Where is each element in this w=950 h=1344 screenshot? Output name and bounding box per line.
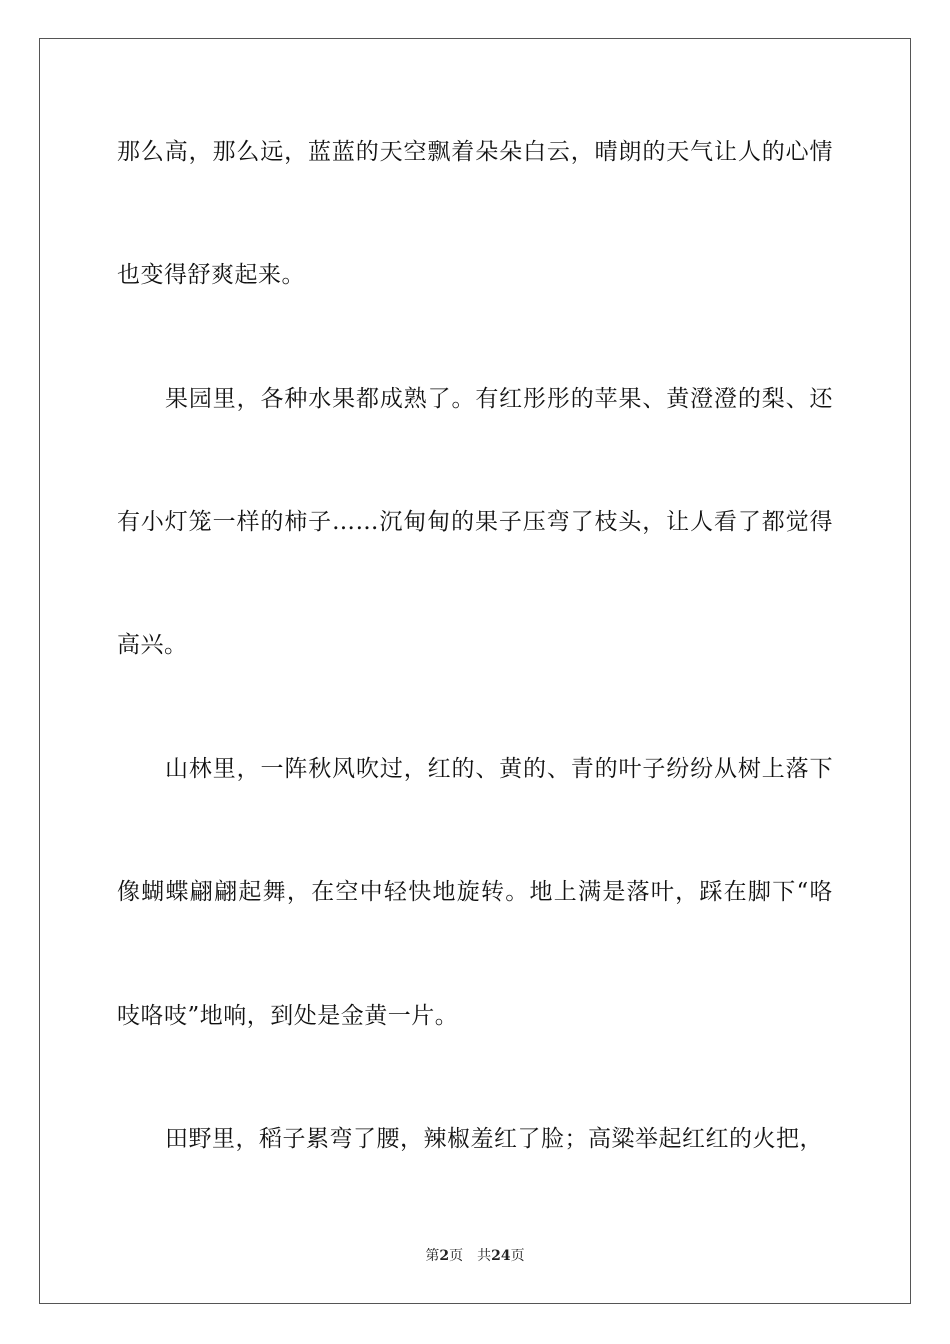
footer-total-suffix: 页 bbox=[510, 1248, 525, 1264]
paragraph-3-line-2: 像蝴蝶翩翩起舞，在空中轻快地旋转。地上满是落叶，踩在脚下“咯 bbox=[117, 879, 833, 905]
page-border bbox=[39, 38, 911, 1304]
paragraph-3-line-3: 吱咯吱”地响，到处是金黄一片。 bbox=[117, 1003, 459, 1029]
footer-page-suffix: 页 bbox=[449, 1248, 464, 1264]
paragraph-1-line-1: 那么高，那么远，蓝蓝的天空飘着朵朵白云，晴朗的天气让人的心情 bbox=[117, 139, 833, 165]
footer-total-pages: 24 bbox=[491, 1248, 511, 1264]
paragraph-1-line-2: 也变得舒爽起来。 bbox=[117, 262, 305, 288]
paragraph-2-line-3: 高兴。 bbox=[117, 632, 188, 658]
paragraph-2-line-2: 有小灯笼一样的柿子……沉甸甸的果子压弯了枝头，让人看了都觉得 bbox=[117, 509, 833, 535]
paragraph-3-line-1: 山林里，一阵秋风吹过，红的、黄的、青的叶子纷纷从树上落下 bbox=[165, 756, 833, 782]
page-footer bbox=[0, 1246, 950, 1266]
footer-page-number: 2 bbox=[439, 1248, 450, 1264]
paragraph-2-line-1: 果园里，各种水果都成熟了。有红彤彤的苹果、黄澄澄的梨、还 bbox=[165, 386, 833, 412]
footer-total-prefix: 共 bbox=[477, 1248, 492, 1264]
footer-page-prefix: 第 bbox=[425, 1248, 440, 1264]
paragraph-4-line-1: 田野里，稻子累弯了腰，辣椒羞红了脸；高粱举起红红的火把， bbox=[165, 1126, 823, 1152]
